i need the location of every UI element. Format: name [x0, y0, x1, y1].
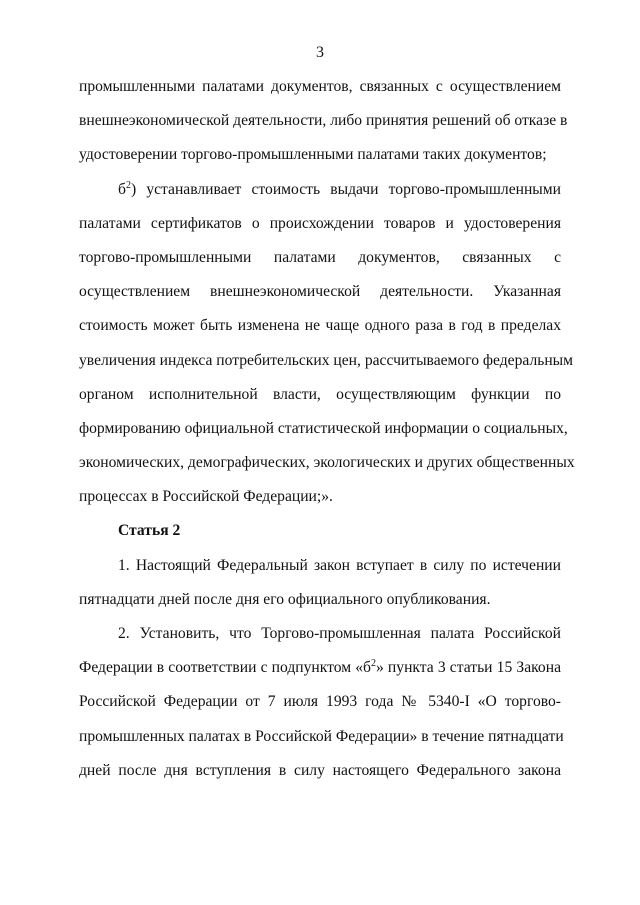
- text-line: органом исполнительной власти, осуществляющим функции по: [79, 385, 561, 403]
- article-item-2: [79, 617, 564, 788]
- text-line: внешнеэкономической деятельности, либо принятия решений об отказе в: [79, 112, 568, 130]
- page-number: 3: [316, 44, 324, 61]
- text-line: стоимость может быть изменена не чаще одного раза в год в пределах: [79, 317, 561, 335]
- text-line: осуществлением внешнеэкономической деятельности. Указанная: [79, 283, 561, 301]
- text-line: палатами сертификатов о происхождении товаров и удостоверения: [79, 214, 561, 232]
- article-item-1: [79, 549, 561, 617]
- text-line: промышленными палатами документов, связанных с осуществлением: [79, 78, 561, 95]
- text-line: удостоверении торгово-промышленными палатами таких документов;: [79, 146, 547, 164]
- text-line: торгово-промышленными палатами документов, связанных с: [79, 248, 561, 266]
- text-line: 2. Установить, что Торгово-промышленная палата Российской: [118, 625, 561, 642]
- text-line: промышленных палатах в Российской Федерации» в течение пятнадцати: [79, 727, 564, 745]
- subitem-marker: $б^2$): [118, 179, 137, 198]
- text-line: дней после дня вступления в силу настоящего Федерального закона: [79, 761, 561, 779]
- text-line: экономических, демографических, экологических и других общественных: [79, 454, 575, 472]
- document-body: [79, 70, 575, 788]
- text-line: Российской Федерации от 7 июля 1993 года № 5340-I «О торгово-: [79, 693, 561, 711]
- text-line: формированию официальной статистической информации о социальных,: [79, 419, 568, 437]
- text-line: пятнадцати дней после дня его официального опубликования.: [79, 590, 491, 608]
- article-heading: Статья 2: [118, 522, 181, 540]
- text-line: увеличения индекса потребительских цен, рассчитываемого федеральным: [79, 351, 574, 369]
- text-line: 1. Настоящий Федеральный закон вступает в силу по истечении: [118, 556, 561, 574]
- text-line: процессах в Российской Федерации;».: [79, 488, 333, 506]
- paragraph-subitem-b2: [79, 173, 575, 515]
- paragraph-continuation: [79, 70, 568, 173]
- text-line: Федерации в соответствии с подпунктом «$б^2$» пункта 3 статьи 15 Закона: [79, 658, 561, 677]
- text-line: $б^2$) устанавливает стоимость выдачи торгово-промышленными: [118, 179, 561, 198]
